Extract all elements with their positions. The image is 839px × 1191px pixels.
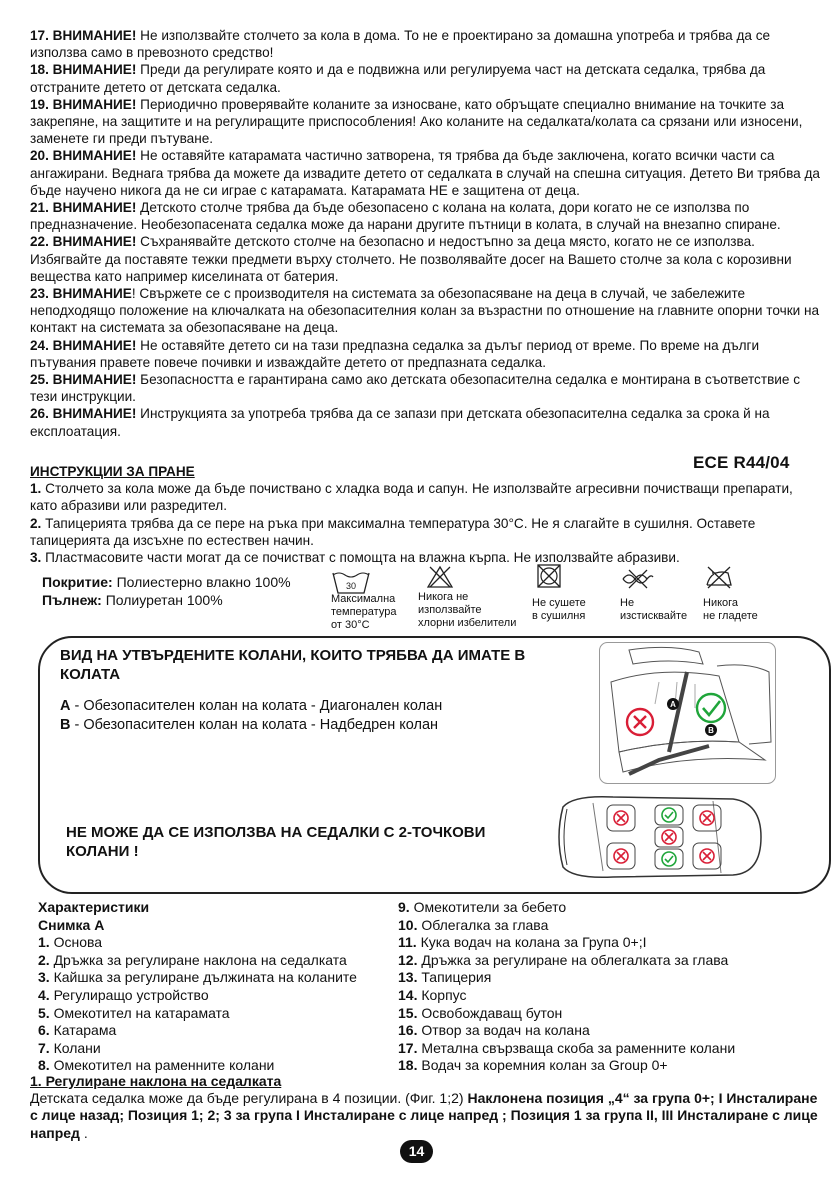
- care-no-iron: [704, 565, 734, 589]
- feature-2: 2. Дръжка за регулиране наклона на седалката: [38, 951, 347, 968]
- feature-10: 10. Облегалка за глава: [398, 916, 549, 933]
- no-bleach-icon: [426, 565, 454, 589]
- feature-5: 5. Омекотител на катарамата: [38, 1004, 230, 1021]
- features-right: [398, 899, 818, 1075]
- washing-section: [30, 463, 810, 566]
- feature-18: 18. Водач за коремния колан за Group 0+: [398, 1057, 668, 1074]
- feature-7: 7. Колани: [38, 1039, 101, 1056]
- no-wring-icon: [621, 569, 655, 589]
- svg-text:A: A: [670, 700, 676, 709]
- belt-b-line: B - Обезопасителен колан на колата - Надбедрен колан: [60, 717, 439, 733]
- warning-20: 20. ВНИМАНИЕ! Не оставяйте катарамата частично затворена, тя трябва да бъде заключена, когато всички части са ангажирани. Веднага трябва да можете да извадите детето от седалката в случай на спешна ситуация. Детето Ви трябва да бъде научено никога да не си играе с катарамата. Катарамата НЕ е защитена от деца.: [30, 148, 820, 198]
- feature-15: 15. Освобождаващ бутон: [398, 1004, 563, 1021]
- features-subtitle: Снимка A: [38, 916, 105, 933]
- warning-19: 19. ВНИМАНИЕ! Периодично проверявайте коланите за износване, като обръщате специално внимание на точките за закрепяне, на защитите и на регулиращите приспособления! Ако коланите на седалката/колата са срязани или износени, заменете ги преди пътуване.: [30, 96, 803, 147]
- car-top-view-illustration: [553, 793, 764, 881]
- care-no-tumble: [536, 564, 562, 588]
- warning-18: 18. ВНИМАНИЕ! Преди да регулирате която и да е подвижна или регулируема част на детската седалка, трябва да отстраните детето от детската седалка.: [30, 62, 766, 95]
- warning-22: 22. ВНИМАНИЕ! Съхранявайте детското столче на безопасно и недостъпно за деца място, когато не се използва. Избягвайте да поставяте тежки предмети върху столчето. Не позволявайте досег на Вашето столче за кола с корозивни вещества като например киселината от батерия.: [30, 234, 792, 284]
- warning-26: 26. ВНИМАНИЕ! Инструкцията за употреба трябва да се запази при детската обезопасителна седалка за срока й на експлоатация.: [30, 406, 770, 439]
- care-no-bleach: [426, 565, 454, 589]
- page-number: 14: [400, 1140, 433, 1163]
- care-no-bleach-label: Никога не използвайте хлорни избелители: [418, 591, 517, 629]
- warning-21: 21. ВНИМАНИЕ! Детското столче трябва да бъде обезопасено с колана на колата, дори когато не се използва по предназначение. Необезопасената седалка може да нарани другите пътници в колата, в случай на внезапно спиране.: [30, 200, 781, 233]
- svg-text:B: B: [708, 726, 714, 735]
- belts-legend: [60, 697, 442, 735]
- fill-line: Пълнеж: Полиуретан 100%: [42, 592, 223, 608]
- care-no-tumble-label: Не сушете в сушилня: [532, 597, 586, 622]
- recline-title: 1. Регулиране наклона на седалката: [30, 1073, 282, 1089]
- washing-item-3: 3. Пластмасовите части могат да се почистват с помощта на влажна кърпа. Не използвайте абразиви.: [30, 550, 680, 566]
- belts-title: ВИД НА УТВЪРДЕНИТЕ КОЛАНИ, КОИТО ТРЯБВА ДА ИМАТЕ В КОЛАТА: [60, 647, 526, 683]
- washing-item-2: 2. Тапицерията трябва да се пере на ръка при максимална температура 30°C. Не я слагайте в сушилня. Оставете тапицерията да изсъхне по естествен начин.: [30, 515, 756, 548]
- feature-4: 4. Регулиращо устройство: [38, 986, 209, 1003]
- feature-6: 6. Катарама: [38, 1022, 117, 1039]
- warning-24: 24. ВНИМАНИЕ! Не оставяйте детето си на тази предпазна седалка за дълъг период от време. По време на дълги пътувания правете повече почивки и изваждайте детето от предпазната седалка.: [30, 337, 760, 370]
- belt-a-line: A - Обезопасителен колан на колата - Диагонален колан: [60, 698, 443, 714]
- feature-11: 11. Кука водач на колана за Група 0+;I: [398, 934, 647, 951]
- feature-8: 8. Омекотител на раменните колани: [38, 1057, 275, 1074]
- washing-item-1: 1. Столчето за кола може да бъде почиствано с хладка вода и сапун. Не използвайте агресивни почистващи препарати, като абразиви или разредител.: [30, 481, 793, 514]
- washing-title: ИНСТРУКЦИИ ЗА ПРАНЕ: [30, 464, 195, 479]
- warning-17: 17. ВНИМАНИЕ! Не използвайте столчето за кола в дома. То не е проектирано за домашна употреба и трябва да се използва само в превозното средство!: [30, 28, 771, 61]
- care-no-wring: [621, 569, 655, 589]
- feature-14: 14. Корпус: [398, 986, 467, 1003]
- feature-1: 1. Основа: [38, 934, 103, 951]
- features-title: Характеристики: [38, 899, 150, 915]
- no-iron-icon: [704, 565, 734, 589]
- feature-13: 13. Тапицерия: [398, 969, 492, 986]
- two-point-belt-warning: НЕ МОЖЕ ДА СЕ ИЗПОЛЗВА НА СЕДАЛКИ С 2-ТОЧКОВИ КОЛАНИ !: [66, 824, 486, 860]
- warning-23: 23. ВНИМАНИЕ! Свържете се с производителя на системата за обезопасяване на деца в случай, че забележите неподходящо положение на ключалката на обезопасителния колан за възрастни по отношение на главните опорни точки на контакт на системата за обезопасяване на деца.: [30, 286, 820, 336]
- care-wash-label: Максимална температура от 30°C: [331, 593, 397, 631]
- warning-25: 25. ВНИМАНИЕ! Безопасността е гарантирана само ако детската обезопасителна седалка е монтирана в съответствие с тези инструкции.: [30, 372, 801, 405]
- feature-9: 9. Омекотители за бебето: [398, 899, 567, 915]
- care-no-iron-label: Никога не гладете: [703, 597, 758, 622]
- car-seat-belt-illustration: [599, 642, 776, 784]
- warnings-section: [30, 27, 822, 440]
- correct-position-icon: [697, 694, 725, 722]
- recline-text: Детската седалка може да бъде регулирана в 4 позиции. (Фиг. 1;2) Наклонена позиция „4“ за група 0+; I Инсталиране с лице назад; Позиция 1; 2; 3 за група I Инсталиране с лице напред ; Позиция 1 за група II, III Инсталиране с лице напред .: [30, 1090, 818, 1141]
- fabric-composition: [42, 573, 291, 609]
- cover-line: Покритие: Полиестерно влакно 100%: [42, 574, 291, 590]
- feature-3: 3. Кайшка за регулиране дължината на коланите: [38, 969, 357, 986]
- no-tumble-dry-icon: [536, 564, 562, 588]
- feature-17: 17. Метална свързваща скоба за раменните колани: [398, 1039, 736, 1056]
- feature-16: 16. Отвор за водач на колана: [398, 1022, 590, 1039]
- features-left: [38, 899, 398, 1075]
- care-no-wring-label: Не изстисквайте: [620, 597, 688, 622]
- feature-12: 12. Дръжка за регулиране на облегалката за глава: [398, 951, 729, 968]
- ece-standard: ECE R44/04: [693, 453, 790, 472]
- svg-text:30: 30: [345, 581, 357, 591]
- recline-section: [30, 1073, 820, 1142]
